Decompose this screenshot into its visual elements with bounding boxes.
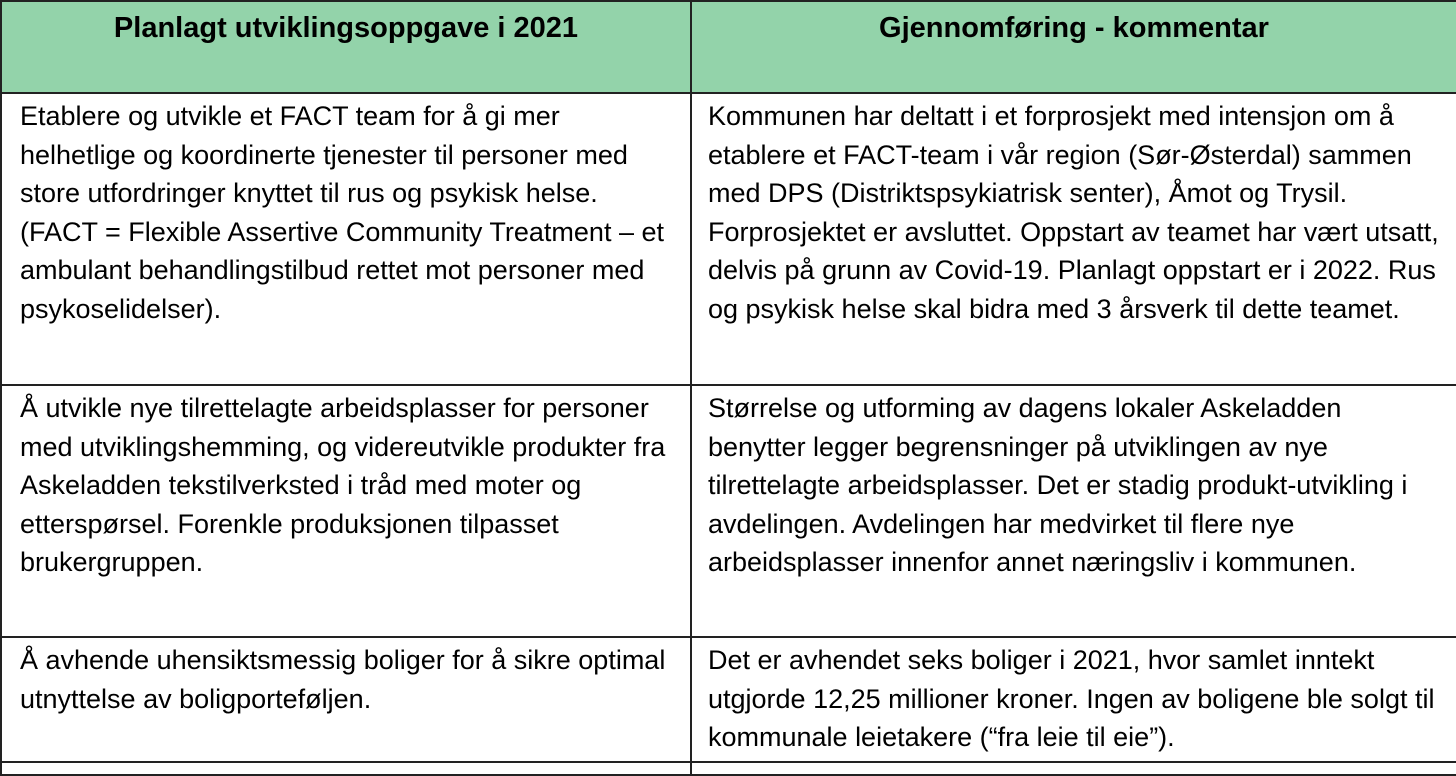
comment-cell: Kommunen har deltatt i et forprosjekt med intensjon om å etablere et FACT-team i vår region (Sør-Østerdal) sammen med DPS (Distriktspsykiatrisk senter), Åmot og Trysil. Forprosjektet er avsluttet. Oppstart av teamet har vært utsatt, delvis på grunn av Covid-19. Planlagt oppstart er i 2022. Rus og psykisk helse skal bidra med 3 årsverk til dette teamet.: [691, 93, 1456, 385]
table-row: [1, 637, 1456, 762]
table-row: [1, 93, 1456, 385]
comment-cell: Størrelse og utforming av dagens lokaler Askeladden benytter legger begrensninger på utviklingen av nye tilrettelagte arbeidsplasser. Det er stadig produkt-utvikling i avdelingen. Avdelingen har medvirket til flere nye arbeidsplasser innenfor annet næringsliv i kommunen.: [691, 385, 1456, 637]
header-planned-task: Planlagt utviklingsoppgave i 2021: [1, 1, 691, 93]
header-implementation-comment: Gjennomføring - kommentar: [691, 1, 1456, 93]
empty-cell: [1, 762, 691, 775]
table-row: [1, 385, 1456, 637]
planned-task-cell: Å avhende uhensiktsmessig boliger for å sikre optimal utnyttelse av boligporteføljen.: [1, 637, 691, 762]
table-header-row: [1, 1, 1456, 93]
table-row-continuation: [1, 762, 1456, 775]
comment-cell: Det er avhendet seks boliger i 2021, hvor samlet inntekt utgjorde 12,25 millioner kroner. Ingen av boligene ble solgt til kommunale leietakere (“fra leie til eie”).: [691, 637, 1456, 762]
planned-task-cell: Etablere og utvikle et FACT team for å gi mer helhetlige og koordinerte tjenester til personer med store utfordringer knyttet til rus og psykisk helse. (FACT = Flexible Assertive Community Treatment – et ambulant behandlingstilbud rettet mot personer med psykoselidelser).: [1, 93, 691, 385]
empty-cell: [691, 762, 1456, 775]
planned-task-cell: Å utvikle nye tilrettelagte arbeidsplasser for personer med utviklingshemming, og videreutvikle produkter fra Askeladden tekstilverksted i tråd med moter og etterspørsel. Forenkle produksjonen tilpasset brukergruppen.: [1, 385, 691, 637]
